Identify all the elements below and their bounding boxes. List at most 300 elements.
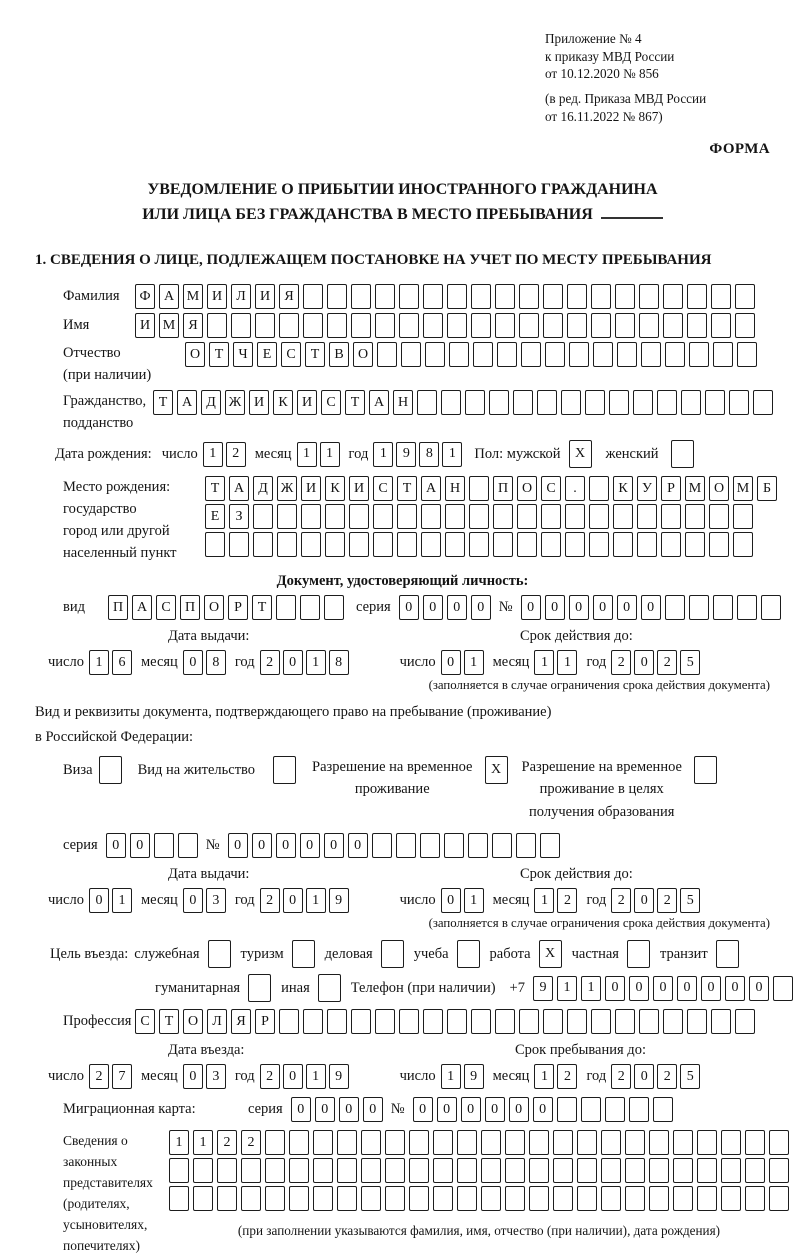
char-box-filled[interactable]: 1	[89, 650, 109, 675]
char-box-filled[interactable]: 1	[373, 442, 393, 467]
char-box-empty[interactable]	[543, 284, 563, 309]
char-box-empty[interactable]	[276, 595, 296, 620]
char-box-empty[interactable]	[154, 833, 174, 858]
char-box-empty[interactable]	[481, 1158, 501, 1183]
char-box-empty[interactable]	[265, 1158, 285, 1183]
char-box-empty[interactable]	[265, 1130, 285, 1155]
char-box-empty[interactable]	[303, 313, 323, 338]
char-box-filled[interactable]: Ф	[135, 284, 155, 309]
char-box-empty[interactable]	[541, 504, 561, 529]
char-box-empty[interactable]	[569, 342, 589, 367]
char-box-empty[interactable]	[399, 284, 419, 309]
char-box-filled[interactable]: В	[329, 342, 349, 367]
char-box-filled[interactable]: 1	[193, 1130, 213, 1155]
checkbox-unchecked[interactable]	[248, 974, 271, 1002]
char-box-filled[interactable]: Д	[253, 476, 273, 501]
char-box-filled[interactable]: 8	[206, 650, 226, 675]
char-box-filled[interactable]: 1	[534, 650, 554, 675]
char-box-empty[interactable]	[325, 532, 345, 557]
char-box-filled[interactable]: Н	[445, 476, 465, 501]
char-box-empty[interactable]	[663, 1009, 683, 1034]
char-box-empty[interactable]	[516, 833, 536, 858]
char-box-empty[interactable]	[351, 1009, 371, 1034]
char-box-empty[interactable]	[468, 833, 488, 858]
char-box-empty[interactable]	[593, 342, 613, 367]
char-box-filled[interactable]: А	[229, 476, 249, 501]
char-box-filled[interactable]: Т	[205, 476, 225, 501]
char-box-empty[interactable]	[289, 1186, 309, 1211]
char-box-filled[interactable]: 2	[657, 1064, 677, 1089]
char-box-empty[interactable]	[505, 1158, 525, 1183]
char-box-filled[interactable]: С	[541, 476, 561, 501]
char-box-empty[interactable]	[313, 1158, 333, 1183]
char-box-empty[interactable]	[277, 504, 297, 529]
char-box-empty[interactable]	[351, 284, 371, 309]
char-box-empty[interactable]	[327, 1009, 347, 1034]
char-box-filled[interactable]: 2	[611, 650, 631, 675]
char-box-empty[interactable]	[495, 1009, 515, 1034]
char-box-filled[interactable]: И	[255, 284, 275, 309]
char-box-empty[interactable]	[735, 313, 755, 338]
char-box-empty[interactable]	[591, 313, 611, 338]
char-box-filled[interactable]: 0	[653, 976, 673, 1001]
char-box-empty[interactable]	[721, 1158, 741, 1183]
char-box-filled[interactable]: 3	[206, 1064, 226, 1089]
char-box-empty[interactable]	[444, 833, 464, 858]
char-box-empty[interactable]	[457, 1158, 477, 1183]
char-box-filled[interactable]: 0	[701, 976, 721, 1001]
char-box-filled[interactable]: 1	[320, 442, 340, 467]
char-box-filled[interactable]: И	[249, 390, 269, 415]
char-box-empty[interactable]	[373, 532, 393, 557]
char-box-filled[interactable]: 9	[329, 888, 349, 913]
char-box-empty[interactable]	[729, 390, 749, 415]
checkbox-checked[interactable]: X	[539, 940, 562, 968]
char-box-empty[interactable]	[769, 1158, 789, 1183]
char-box-filled[interactable]: К	[325, 476, 345, 501]
char-box-empty[interactable]	[713, 595, 733, 620]
char-box-empty[interactable]	[493, 532, 513, 557]
char-box-empty[interactable]	[401, 342, 421, 367]
char-box-filled[interactable]: 0	[593, 595, 613, 620]
char-box-filled[interactable]: Т	[252, 595, 272, 620]
char-box-empty[interactable]	[637, 532, 657, 557]
char-box-filled[interactable]: А	[132, 595, 152, 620]
char-box-empty[interactable]	[529, 1158, 549, 1183]
char-box-empty[interactable]	[745, 1130, 765, 1155]
char-box-empty[interactable]	[673, 1130, 693, 1155]
char-box-filled[interactable]: 0	[545, 595, 565, 620]
char-box-empty[interactable]	[517, 504, 537, 529]
char-box-empty[interactable]	[397, 504, 417, 529]
char-box-empty[interactable]	[697, 1158, 717, 1183]
char-box-empty[interactable]	[769, 1130, 789, 1155]
char-box-empty[interactable]	[661, 504, 681, 529]
char-box-empty[interactable]	[417, 390, 437, 415]
char-box-empty[interactable]	[543, 313, 563, 338]
char-box-filled[interactable]: Н	[393, 390, 413, 415]
char-box-empty[interactable]	[421, 504, 441, 529]
char-box-empty[interactable]	[385, 1158, 405, 1183]
char-box-empty[interactable]	[737, 595, 757, 620]
char-box-filled[interactable]: 2	[557, 1064, 577, 1089]
char-box-empty[interactable]	[581, 1097, 601, 1122]
char-box-filled[interactable]: Я	[183, 313, 203, 338]
char-box-empty[interactable]	[615, 284, 635, 309]
char-box-empty[interactable]	[337, 1186, 357, 1211]
char-box-empty[interactable]	[665, 595, 685, 620]
char-box-empty[interactable]	[657, 390, 677, 415]
char-box-empty[interactable]	[337, 1130, 357, 1155]
char-box-empty[interactable]	[495, 313, 515, 338]
char-box-empty[interactable]	[601, 1130, 621, 1155]
char-box-empty[interactable]	[540, 833, 560, 858]
char-box-empty[interactable]	[409, 1186, 429, 1211]
char-box-empty[interactable]	[337, 1158, 357, 1183]
char-box-empty[interactable]	[396, 833, 416, 858]
char-box-empty[interactable]	[625, 1186, 645, 1211]
char-box-filled[interactable]: 0	[634, 888, 654, 913]
char-box-empty[interactable]	[241, 1158, 261, 1183]
char-box-filled[interactable]: Я	[279, 284, 299, 309]
char-box-filled[interactable]: И	[301, 476, 321, 501]
char-box-filled[interactable]: 1	[557, 650, 577, 675]
char-box-empty[interactable]	[425, 342, 445, 367]
checkbox-unchecked[interactable]	[381, 940, 404, 968]
char-box-filled[interactable]: Я	[231, 1009, 251, 1034]
char-box-filled[interactable]: 1	[441, 1064, 461, 1089]
char-box-filled[interactable]: М	[733, 476, 753, 501]
char-box-empty[interactable]	[711, 284, 731, 309]
char-box-filled[interactable]: 2	[89, 1064, 109, 1089]
checkbox-unchecked[interactable]	[457, 940, 480, 968]
char-box-empty[interactable]	[567, 284, 587, 309]
char-box-empty[interactable]	[745, 1186, 765, 1211]
char-box-filled[interactable]: 1	[581, 976, 601, 1001]
char-box-filled[interactable]: 9	[464, 1064, 484, 1089]
char-box-empty[interactable]	[711, 1009, 731, 1034]
char-box-filled[interactable]: И	[135, 313, 155, 338]
char-box-empty[interactable]	[327, 313, 347, 338]
char-box-filled[interactable]: 0	[629, 976, 649, 1001]
char-box-filled[interactable]: И	[349, 476, 369, 501]
char-box-empty[interactable]	[349, 532, 369, 557]
char-box-filled[interactable]: 0	[283, 888, 303, 913]
char-box-empty[interactable]	[217, 1186, 237, 1211]
char-box-empty[interactable]	[253, 504, 273, 529]
char-box-filled[interactable]: 0	[283, 1064, 303, 1089]
char-box-empty[interactable]	[375, 1009, 395, 1034]
char-box-filled[interactable]: 0	[441, 650, 461, 675]
char-box-filled[interactable]: 0	[533, 1097, 553, 1122]
char-box-filled[interactable]: 0	[89, 888, 109, 913]
char-box-filled[interactable]: 1	[306, 650, 326, 675]
char-box-filled[interactable]: 9	[329, 1064, 349, 1089]
char-box-empty[interactable]	[517, 532, 537, 557]
char-box-empty[interactable]	[447, 313, 467, 338]
char-box-empty[interactable]	[513, 390, 533, 415]
char-box-filled[interactable]: 0	[183, 888, 203, 913]
char-box-empty[interactable]	[653, 1097, 673, 1122]
char-box-filled[interactable]: 3	[206, 888, 226, 913]
char-box-empty[interactable]	[591, 1009, 611, 1034]
char-box-filled[interactable]: 2	[260, 888, 280, 913]
char-box-filled[interactable]: 0	[447, 595, 467, 620]
char-box-filled[interactable]: 9	[533, 976, 553, 1001]
char-box-filled[interactable]: 0	[183, 650, 203, 675]
char-box-empty[interactable]	[673, 1158, 693, 1183]
char-box-filled[interactable]: 2	[260, 650, 280, 675]
char-box-empty[interactable]	[447, 284, 467, 309]
char-box-empty[interactable]	[372, 833, 392, 858]
char-box-empty[interactable]	[489, 390, 509, 415]
char-box-empty[interactable]	[481, 1130, 501, 1155]
char-box-empty[interactable]	[663, 313, 683, 338]
char-box-empty[interactable]	[687, 1009, 707, 1034]
char-box-empty[interactable]	[735, 1009, 755, 1034]
char-box-empty[interactable]	[399, 1009, 419, 1034]
char-box-filled[interactable]: 5	[680, 650, 700, 675]
char-box-empty[interactable]	[649, 1186, 669, 1211]
char-box-empty[interactable]	[617, 342, 637, 367]
char-box-empty[interactable]	[553, 1158, 573, 1183]
char-box-empty[interactable]	[637, 504, 657, 529]
char-box-empty[interactable]	[545, 342, 565, 367]
char-box-empty[interactable]	[445, 504, 465, 529]
char-box-empty[interactable]	[613, 504, 633, 529]
char-box-filled[interactable]: С	[156, 595, 176, 620]
char-box-empty[interactable]	[605, 1097, 625, 1122]
char-box-filled[interactable]: С	[281, 342, 301, 367]
char-box-empty[interactable]	[661, 532, 681, 557]
char-box-empty[interactable]	[687, 313, 707, 338]
char-box-empty[interactable]	[567, 1009, 587, 1034]
char-box-empty[interactable]	[492, 833, 512, 858]
char-box-empty[interactable]	[471, 1009, 491, 1034]
char-box-filled[interactable]: 0	[423, 595, 443, 620]
char-box-empty[interactable]	[327, 284, 347, 309]
char-box-empty[interactable]	[324, 595, 344, 620]
char-box-empty[interactable]	[493, 504, 513, 529]
char-box-empty[interactable]	[613, 532, 633, 557]
char-box-empty[interactable]	[553, 1130, 573, 1155]
char-box-empty[interactable]	[423, 284, 443, 309]
char-box-empty[interactable]	[465, 390, 485, 415]
checkbox-unchecked[interactable]	[627, 940, 650, 968]
char-box-filled[interactable]: 0	[183, 1064, 203, 1089]
char-box-empty[interactable]	[433, 1158, 453, 1183]
char-box-filled[interactable]: 0	[291, 1097, 311, 1122]
char-box-filled[interactable]: 1	[306, 1064, 326, 1089]
char-box-empty[interactable]	[178, 833, 198, 858]
char-box-empty[interactable]	[639, 284, 659, 309]
char-box-filled[interactable]: О	[185, 342, 205, 367]
char-box-filled[interactable]: А	[159, 284, 179, 309]
char-box-filled[interactable]: Р	[255, 1009, 275, 1034]
char-box-filled[interactable]: 0	[106, 833, 126, 858]
char-box-filled[interactable]: О	[183, 1009, 203, 1034]
char-box-empty[interactable]	[325, 504, 345, 529]
char-box-empty[interactable]	[529, 1186, 549, 1211]
char-box-filled[interactable]: 0	[399, 595, 419, 620]
char-box-filled[interactable]: Т	[397, 476, 417, 501]
char-box-empty[interactable]	[601, 1186, 621, 1211]
char-box-filled[interactable]: С	[373, 476, 393, 501]
char-box-empty[interactable]	[633, 390, 653, 415]
char-box-filled[interactable]: 0	[252, 833, 272, 858]
char-box-empty[interactable]	[713, 342, 733, 367]
char-box-filled[interactable]: 2	[611, 888, 631, 913]
char-box-filled[interactable]: К	[613, 476, 633, 501]
char-box-empty[interactable]	[681, 390, 701, 415]
char-box-filled[interactable]: 0	[725, 976, 745, 1001]
char-box-empty[interactable]	[300, 595, 320, 620]
char-box-empty[interactable]	[589, 532, 609, 557]
char-box-empty[interactable]	[301, 504, 321, 529]
char-box-empty[interactable]	[769, 1186, 789, 1211]
char-box-empty[interactable]	[773, 976, 793, 1001]
char-box-empty[interactable]	[457, 1186, 477, 1211]
char-box-empty[interactable]	[449, 342, 469, 367]
visa-checkbox[interactable]	[99, 756, 122, 784]
char-box-filled[interactable]: 1	[464, 650, 484, 675]
char-box-filled[interactable]: Т	[209, 342, 229, 367]
char-box-filled[interactable]: 0	[228, 833, 248, 858]
char-box-empty[interactable]	[207, 313, 227, 338]
char-box-filled[interactable]: У	[637, 476, 657, 501]
char-box-filled[interactable]: 2	[657, 888, 677, 913]
char-box-filled[interactable]: С	[135, 1009, 155, 1034]
char-box-filled[interactable]: Ж	[277, 476, 297, 501]
char-box-empty[interactable]	[577, 1158, 597, 1183]
char-box-filled[interactable]: Т	[153, 390, 173, 415]
char-box-filled[interactable]: О	[517, 476, 537, 501]
char-box-filled[interactable]: 0	[634, 1064, 654, 1089]
char-box-empty[interactable]	[639, 313, 659, 338]
char-box-empty[interactable]	[457, 1130, 477, 1155]
char-box-filled[interactable]: М	[159, 313, 179, 338]
char-box-filled[interactable]: Ж	[225, 390, 245, 415]
char-box-empty[interactable]	[625, 1130, 645, 1155]
char-box-filled[interactable]: 1	[534, 888, 554, 913]
char-box-filled[interactable]: 0	[677, 976, 697, 1001]
char-box-filled[interactable]: 1	[442, 442, 462, 467]
char-box-empty[interactable]	[519, 313, 539, 338]
char-box-filled[interactable]: П	[108, 595, 128, 620]
char-box-empty[interactable]	[289, 1130, 309, 1155]
char-box-filled[interactable]: 1	[203, 442, 223, 467]
char-box-empty[interactable]	[497, 342, 517, 367]
char-box-empty[interactable]	[301, 532, 321, 557]
char-box-empty[interactable]	[313, 1130, 333, 1155]
char-box-empty[interactable]	[505, 1186, 525, 1211]
char-box-empty[interactable]	[495, 284, 515, 309]
temp-permit-checkbox[interactable]: X	[485, 756, 508, 784]
edu-permit-checkbox[interactable]	[694, 756, 717, 784]
char-box-empty[interactable]	[625, 1158, 645, 1183]
char-box-filled[interactable]: 0	[461, 1097, 481, 1122]
char-box-filled[interactable]: З	[229, 504, 249, 529]
char-box-filled[interactable]: С	[321, 390, 341, 415]
char-box-empty[interactable]	[529, 1130, 549, 1155]
char-box-empty[interactable]	[689, 595, 709, 620]
char-box-empty[interactable]	[591, 284, 611, 309]
char-box-empty[interactable]	[375, 313, 395, 338]
char-box-filled[interactable]: 0	[348, 833, 368, 858]
char-box-filled[interactable]: 1	[112, 888, 132, 913]
char-box-filled[interactable]: 0	[324, 833, 344, 858]
char-box-filled[interactable]: К	[273, 390, 293, 415]
char-box-filled[interactable]: И	[207, 284, 227, 309]
char-box-empty[interactable]	[469, 504, 489, 529]
char-box-empty[interactable]	[553, 1186, 573, 1211]
char-box-empty[interactable]	[589, 476, 609, 501]
char-box-empty[interactable]	[649, 1158, 669, 1183]
char-box-empty[interactable]	[441, 390, 461, 415]
char-box-filled[interactable]: Р	[228, 595, 248, 620]
char-box-filled[interactable]: 0	[363, 1097, 383, 1122]
char-box-empty[interactable]	[289, 1158, 309, 1183]
char-box-empty[interactable]	[721, 1186, 741, 1211]
char-box-empty[interactable]	[385, 1186, 405, 1211]
char-box-empty[interactable]	[761, 595, 781, 620]
char-box-empty[interactable]	[541, 532, 561, 557]
char-box-filled[interactable]: 0	[485, 1097, 505, 1122]
char-box-filled[interactable]: 5	[680, 888, 700, 913]
char-box-empty[interactable]	[277, 532, 297, 557]
char-box-empty[interactable]	[399, 313, 419, 338]
char-box-filled[interactable]: 0	[441, 888, 461, 913]
char-box-empty[interactable]	[577, 1130, 597, 1155]
char-box-empty[interactable]	[733, 532, 753, 557]
char-box-empty[interactable]	[303, 1009, 323, 1034]
char-box-empty[interactable]	[473, 342, 493, 367]
char-box-empty[interactable]	[231, 313, 251, 338]
char-box-empty[interactable]	[737, 342, 757, 367]
char-box-filled[interactable]: О	[353, 342, 373, 367]
char-box-filled[interactable]: 0	[300, 833, 320, 858]
char-box-empty[interactable]	[241, 1186, 261, 1211]
char-box-empty[interactable]	[361, 1130, 381, 1155]
char-box-filled[interactable]: И	[297, 390, 317, 415]
char-box-empty[interactable]	[279, 1009, 299, 1034]
char-box-empty[interactable]	[217, 1158, 237, 1183]
char-box-empty[interactable]	[265, 1186, 285, 1211]
checkbox-unchecked[interactable]	[208, 940, 231, 968]
char-box-filled[interactable]: 0	[617, 595, 637, 620]
char-box-filled[interactable]: 0	[437, 1097, 457, 1122]
char-box-empty[interactable]	[255, 313, 275, 338]
char-box-filled[interactable]: 0	[339, 1097, 359, 1122]
char-box-empty[interactable]	[193, 1186, 213, 1211]
char-box-filled[interactable]: Т	[345, 390, 365, 415]
char-box-empty[interactable]	[753, 390, 773, 415]
char-box-empty[interactable]	[433, 1130, 453, 1155]
char-box-filled[interactable]: 2	[557, 888, 577, 913]
female-checkbox[interactable]	[671, 440, 694, 468]
male-checkbox[interactable]: X	[569, 440, 592, 468]
char-box-filled[interactable]: 1	[169, 1130, 189, 1155]
char-box-filled[interactable]: А	[177, 390, 197, 415]
char-box-filled[interactable]: 0	[641, 595, 661, 620]
checkbox-unchecked[interactable]	[318, 974, 341, 1002]
char-box-empty[interactable]	[375, 284, 395, 309]
char-box-filled[interactable]: Д	[201, 390, 221, 415]
char-box-empty[interactable]	[697, 1186, 717, 1211]
char-box-filled[interactable]: Ч	[233, 342, 253, 367]
char-box-filled[interactable]: П	[493, 476, 513, 501]
char-box-empty[interactable]	[561, 390, 581, 415]
